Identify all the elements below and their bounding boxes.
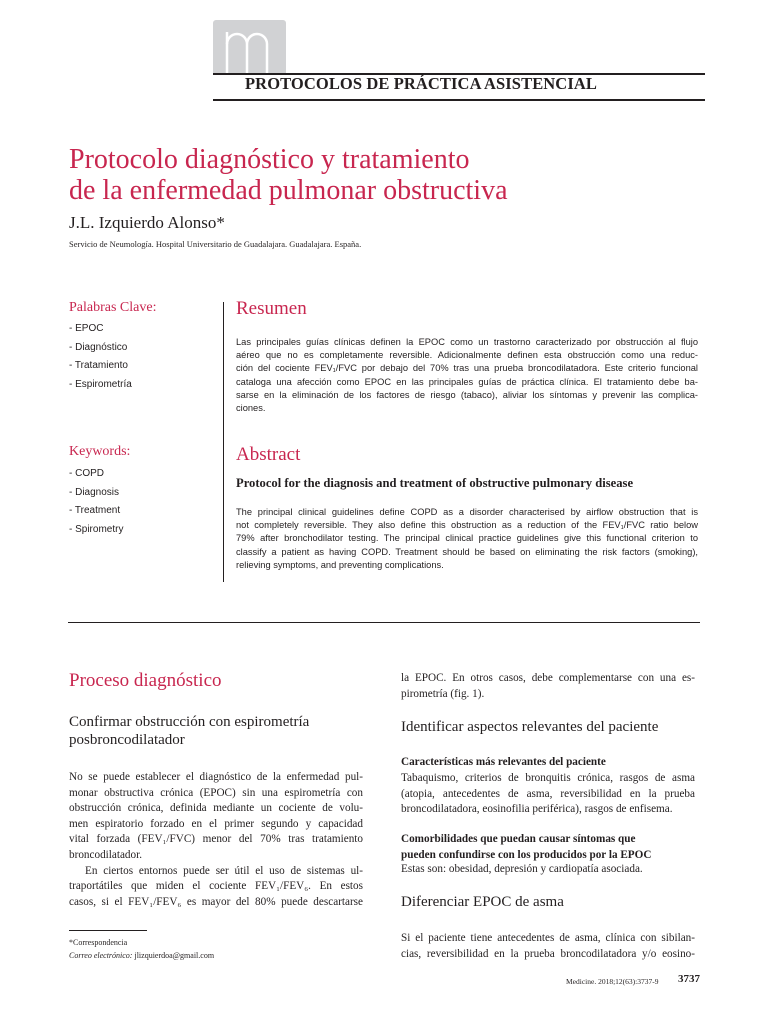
keywords-en-heading: Keywords: [69, 444, 131, 459]
abstract-line: The principal clinical guidelines define COPD as a disorder characterised by airflow obstruction that is [236, 507, 698, 517]
proceso-heading: Proceso diagnóstico [69, 670, 222, 691]
body-line: Si el paciente tiene antecedentes de asma, clínica con sibilan- [401, 932, 695, 944]
keyword-item: - Diagnosis [69, 486, 120, 498]
confirmar-heading-line: Confirmar obstrucción con espirometría [69, 714, 310, 730]
body-line: Tabaquismo, criterios de bronquitis crónica, rasgos de asma [401, 772, 695, 784]
keyword-item: - EPOC [69, 323, 104, 334]
keyword-item: - Spirometry [69, 523, 124, 535]
body-line: En ciertos entornos puede ser útil el uso de sistemas ul- [85, 864, 363, 877]
right-column-top-text [401, 671, 695, 702]
body-line: traportátiles que miden el cociente FEV₁/FEV₆. En estos [69, 880, 363, 893]
body-line: men espiratorio forzado en el primer segundo y capacidad [69, 817, 363, 830]
affiliation: Servicio de Neumología. Hospital Universitario de Guadalajara. Guadalajara. España. [69, 239, 362, 249]
abstract-title: Protocol for the diagnosis and treatment of obstructive pulmonary disease [236, 476, 634, 490]
left-column-text [69, 770, 363, 910]
body-line: broncodilatadora, eosinofilia periférica), rasgos de enfisema. [401, 803, 673, 816]
resumen-line: ción del cociente FEV₁/FVC por debajo del 70% tras una prueba broncodilatadora. Este criterio funcional [236, 363, 698, 374]
body-line: pirometría (fig. 1). [401, 687, 485, 700]
abstract-text [236, 506, 698, 572]
page-citation: Medicine. 2018;12(63):3737-9 [566, 977, 659, 986]
page-number: 3737 [678, 973, 700, 985]
caracteristicas-text [401, 771, 695, 818]
body-line: broncodilatador. [69, 848, 143, 861]
column-divider [223, 302, 224, 582]
body-line: cias, reversibilidad en la prueba broncodilatadora y/o eosino- [401, 947, 695, 960]
journal-logo-m-icon [213, 20, 286, 75]
keywords-en-list [69, 465, 123, 539]
body-line: monar obstructiva crónica (EPOC) sin una espirometría con [69, 786, 363, 799]
section-label: PROTOCOLOS DE PRÁCTICA ASISTENCIAL [245, 74, 597, 93]
diferenciar-heading: Diferenciar EPOC de asma [401, 894, 564, 910]
keyword-item: - Treatment [69, 505, 121, 516]
body-line: vital forzada (FEV₁/FVC) menor del 70% tras tratamiento [69, 833, 363, 846]
identificar-heading: Identificar aspectos relevantes del paciente [401, 719, 659, 735]
comorbilidades-heading [401, 832, 651, 863]
resumen-line: Las principales guías clínicas definen la EPOC como un trastorno caracterizado por obstrucción al flujo [236, 337, 698, 347]
body-line: casos, si el FEV₁/FEV₆ es mayor del 80% puede descartarse [69, 895, 363, 908]
abstract-heading: Abstract [236, 444, 301, 465]
caracteristicas-heading: Características más relevantes del paciente [401, 756, 606, 768]
resumen-heading: Resumen [236, 298, 307, 319]
keyword-item: - Espirometría [69, 378, 132, 390]
title-line-2: de la enfermedad pulmonar obstructiva [69, 175, 508, 206]
header-rule-bottom [213, 99, 705, 101]
comorbilidades-heading-line: pueden confundirse con los producidos por la EPOC [401, 848, 652, 861]
journal-logo [213, 20, 286, 75]
comorbilidades-heading-line: Comorbilidades que puedan causar síntomas que [401, 833, 636, 845]
resumen-line: aéreo que no es completamente reversible. Adicionalmente definen esta obstrucción como una reduc- [236, 350, 698, 361]
body-line: No se puede establecer el diagnóstico de la enfermedad pul- [69, 771, 363, 783]
body-line: Estas son: obesidad, depresión y cardiopatía asociada. [401, 863, 643, 875]
resumen-line: sarse en la eliminación de los factores de riesgo (tabaco), aliviar los síntomas y prevenir las complica- [236, 389, 698, 400]
body-line: (atopia, antecedentes de asma, reversibilidad en la prueba [401, 787, 695, 800]
title-line-1: Protocolo diagnóstico y tratamiento [69, 144, 470, 175]
article-title [69, 144, 689, 206]
footnote-email[interactable]: jlizquierdoa@gmail.com [134, 950, 215, 960]
resumen-text [236, 336, 698, 415]
resumen-line: cataloga una afección como EPOC en las principales guías de práctica clínica. El tratamiento debe ba- [236, 376, 698, 387]
right-column-bottom-text [401, 931, 695, 962]
confirmar-heading [69, 713, 309, 749]
keywords-es-heading: Palabras Clave: [69, 300, 157, 315]
abstract-line: classify a patient as having COPD. Treatment should be based on eliminating the risk factors (smoking), [236, 546, 698, 557]
footnote-email-label: Correo electrónico: [69, 950, 133, 960]
comorbilidades-text [401, 862, 695, 878]
author: J.L. Izquierdo Alonso* [69, 213, 225, 232]
resumen-line: ciones. [236, 403, 266, 414]
footnote-rule [69, 930, 147, 931]
keywords-es-list [69, 320, 132, 394]
confirmar-heading-line: posbroncodilatador [69, 732, 185, 748]
abstract-line: 79% after bronchodilator testing. The principal clinical practice guidelines give this functional criterion to [236, 533, 698, 544]
footnote-email-line [69, 950, 214, 963]
body-line: la EPOC. En otros casos, debe complementarse con una es- [401, 672, 695, 684]
abstract-line: relieving symptoms, and preventing complications. [236, 559, 444, 570]
keyword-item: - Tratamiento [69, 360, 128, 371]
body-line: obstrucción crónica, definida mediante un cociente de volu- [69, 802, 363, 815]
keyword-item: - COPD [69, 468, 104, 479]
footnote [69, 937, 214, 962]
footnote-correspondence: *Correspondencia [69, 938, 128, 947]
section-divider [68, 622, 700, 623]
abstract-line: not completely reversible. They also define this obstruction as a reduction of the FEV₁/FVC ratio below [236, 520, 698, 531]
keyword-item: - Diagnóstico [69, 341, 128, 353]
